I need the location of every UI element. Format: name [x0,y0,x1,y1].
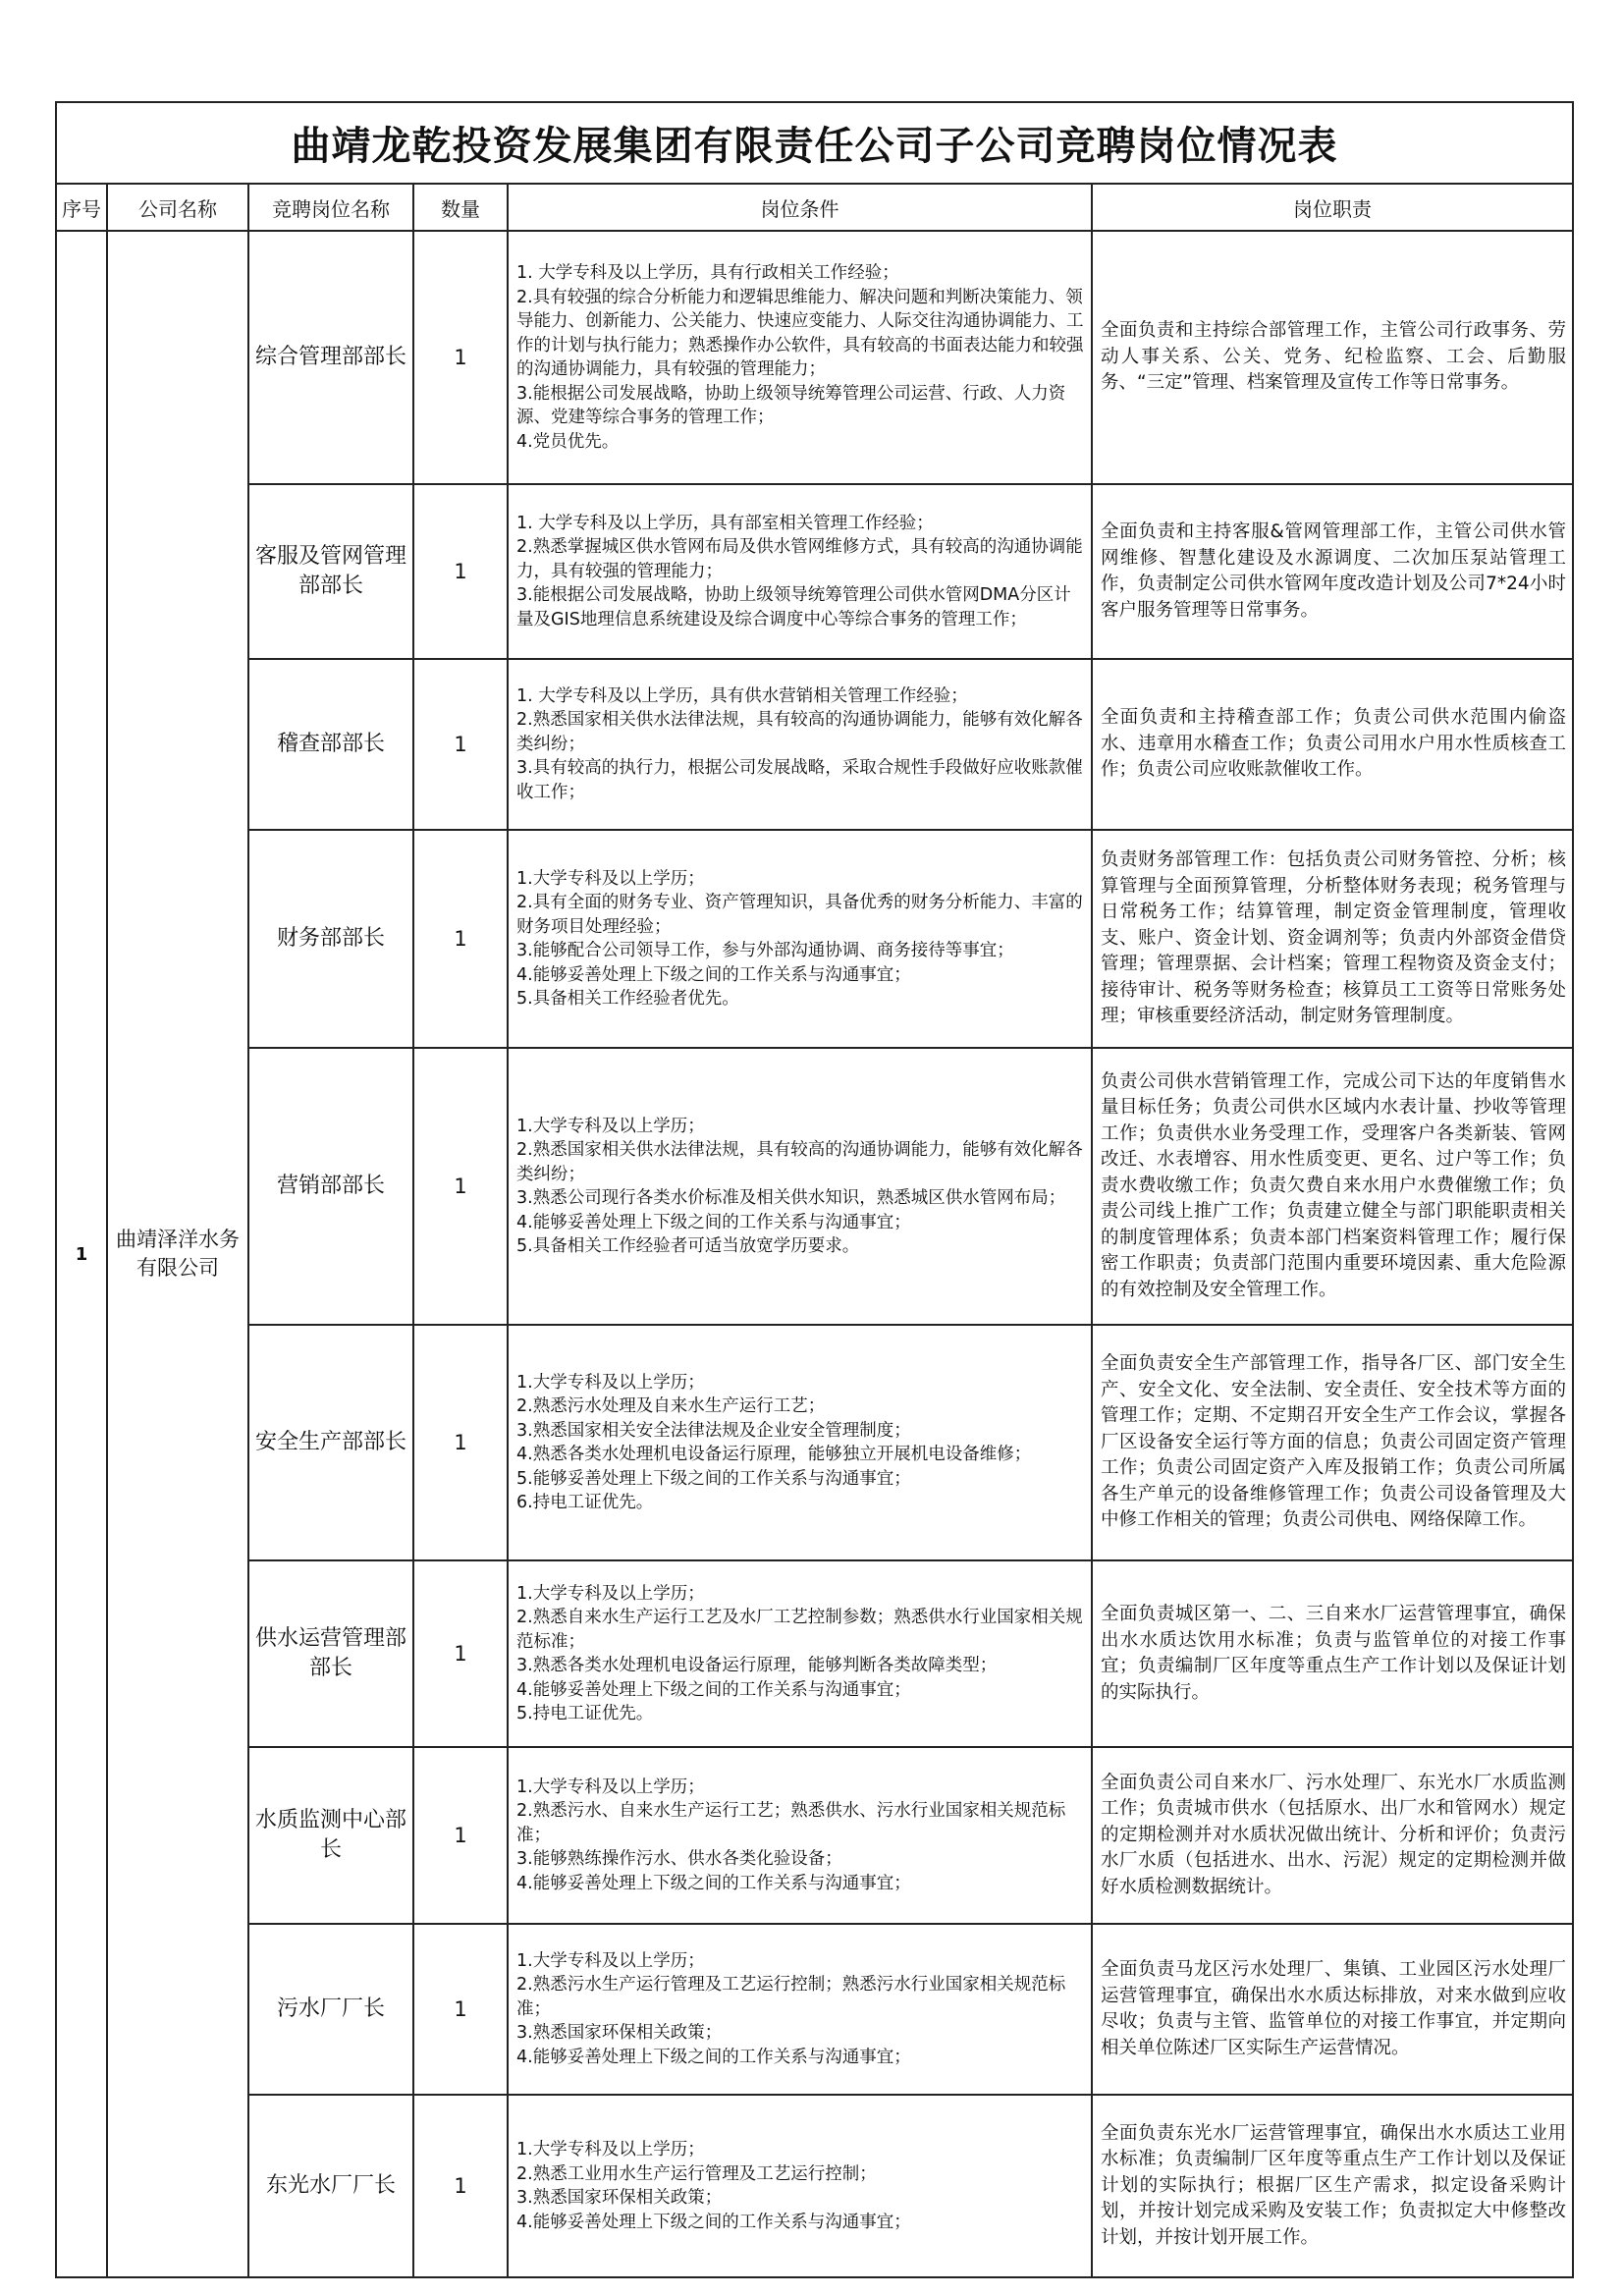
condition-item: 3.能根据公司发展战略，协助上级领导统筹管理公司运营、行政、人力资源、党建等综合事务的管理工作； [516,383,1066,427]
position-quantity: 1 [413,1924,508,2095]
condition-item: 2.熟悉污水处理及自来水生产运行工艺； [516,1396,826,1416]
condition-item: 2.具有全面的财务专业、资产管理知识，具备优秀的财务分析能力、丰富的财务项目处理经验； [516,893,1083,937]
position-name: 污水厂厂长 [248,1924,413,2095]
condition-item: 1.大学专科及以上学历； [516,1116,705,1136]
condition-item: 2.熟悉国家相关供水法律法规，具有较高的沟通协调能力，能够有效化解各类纠纷； [516,1140,1083,1184]
condition-item: 1.大学专科及以上学历； [516,2140,705,2159]
company-name: 曲靖泽洋水务有限公司 [107,231,248,2277]
row-number: 1 [56,231,107,2277]
condition-item: 1. 大学专科及以上学历，具有行政相关工作经验； [516,263,899,283]
condition-item: 3.熟悉国家相关安全法律法规及企业安全管理制度； [516,1420,911,1441]
position-duties: 全面负责马龙区污水处理厂、集镇、工业园区污水处理厂运营管理事宜，确保出水水质达标排放，对来水做到应收尽收；负责与主管、监管单位的对接工作事宜，并定期向相关单位陈述厂区实际生产运营情况。 [1092,1924,1573,2095]
condition-item: 3.能根据公司发展战略，协助上级领导统筹管理公司供水管网DMA分区计量及GIS地理信息系统建设及综合调度中心等综合事务的管理工作； [516,585,1071,629]
recruitment-table [55,101,1574,2278]
condition-item: 3.能够熟练操作污水、供水各类化验设备； [516,1849,842,1870]
condition-item: 4.能够妥善处理上下级之间的工作关系与沟通事宜； [516,2047,911,2067]
position-duties: 全面负责东光水厂运营管理事宜，确保出水水质达工业用水标准；负责编制厂区年度等重点生产工作计划以及保证计划的实际执行；根据厂区生产需求，拟定设备采购计划，并按计划完成采购及安装工作；负责拟定大中修整改计划，并按计划开展工作。 [1092,2095,1573,2277]
table-row [56,1924,1573,2095]
position-quantity: 1 [413,1325,508,1560]
header-company: 公司名称 [107,184,248,231]
condition-item: 3.熟悉国家环保相关政策； [516,2188,723,2208]
position-duties: 全面负责和主持综合部管理工作，主管公司行政事务、劳动人事关系、公关、党务、纪检监察、工会、后勤服务、“三定”管理、档案管理及宣传工作等日常事务。 [1092,231,1573,484]
position-name: 稽查部部长 [248,659,413,830]
condition-item: 4.熟悉各类水处理机电设备运行原理，能够独立开展机电设备维修； [516,1445,1032,1464]
header-conditions: 岗位条件 [508,184,1092,231]
position-name: 综合管理部部长 [248,231,413,484]
position-quantity: 1 [413,2095,508,2277]
position-conditions [508,231,1092,484]
condition-item: 4.能够妥善处理上下级之间的工作关系与沟通事宜； [516,1873,911,1893]
condition-item: 5.具备相关工作经验者可适当放宽学历要求。 [516,1236,860,1256]
condition-item: 1. 大学专科及以上学历，具有部室相关管理工作经验； [516,513,934,533]
table-row [56,484,1573,659]
condition-item: 2.熟悉掌握城区供水管网布局及供水管网维修方式，具有较高的沟通协调能力，具有较强的管理能力； [516,537,1083,581]
position-conditions [508,1325,1092,1560]
position-quantity: 1 [413,830,508,1048]
position-conditions [508,1048,1092,1325]
header-position: 竞聘岗位名称 [248,184,413,231]
position-name: 供水运营管理部部长 [248,1560,413,1747]
header-quantity: 数量 [413,184,508,231]
position-conditions [508,830,1092,1048]
position-duties: 全面负责城区第一、二、三自来水厂运营管理事宜，确保出水水质达饮用水标准；负责与监管单位的对接工作事宜；负责编制厂区年度等重点生产工作计划以及保证计划的实际执行。 [1092,1560,1573,1747]
position-name: 安全生产部部长 [248,1325,413,1560]
condition-item: 4.能够妥善处理上下级之间的工作关系与沟通事宜； [516,1679,911,1700]
condition-item: 4.能够妥善处理上下级之间的工作关系与沟通事宜； [516,1212,911,1232]
condition-item: 3.具有较高的执行力，根据公司发展战略，采取合规性手段做好应收账款催收工作； [516,758,1083,802]
position-duties: 全面负责和主持稽查部工作；负责公司供水范围内偷盗水、违章用水稽查工作；负责公司用水户用水性质核查工作；负责公司应收账款催收工作。 [1092,659,1573,830]
position-quantity: 1 [413,484,508,659]
table-row [56,830,1573,1048]
position-duties: 全面负责公司自来水厂、污水处理厂、东光水厂水质监测工作；负责城市供水（包括原水、出厂水和管网水）规定的定期检测并对水质状况做出统计、分析和评价；负责污水厂水质（包括进水、出水、污泥）规定的定期检测并做好水质检测数据统计。 [1092,1747,1573,1924]
position-conditions [508,1747,1092,1924]
condition-item: 3.熟悉各类水处理机电设备运行原理，能够判断各类故障类型； [516,1656,998,1675]
position-name: 东光水厂厂长 [248,2095,413,2277]
position-name: 客服及管网管理部部长 [248,484,413,659]
condition-item: 1.大学专科及以上学历； [516,868,705,889]
table-row [56,1048,1573,1325]
condition-item: 4.能够妥善处理上下级之间的工作关系与沟通事宜； [516,2212,911,2232]
table-row [56,1747,1573,1924]
position-conditions [508,484,1092,659]
condition-item: 3.熟悉公司现行各类水价标准及相关供水知识，熟悉城区供水管网布局； [516,1188,1066,1208]
position-quantity: 1 [413,231,508,484]
table-row [56,2095,1573,2277]
condition-item: 2.熟悉国家相关供水法律法规，具有较高的沟通协调能力，能够有效化解各类纠纷； [516,710,1083,754]
position-quantity: 1 [413,659,508,830]
condition-item: 6.持电工证优先。 [516,1493,654,1512]
position-conditions [508,1924,1092,2095]
position-conditions [508,659,1092,830]
position-quantity: 1 [413,1048,508,1325]
condition-item: 1.大学专科及以上学历； [516,1950,705,1971]
condition-item: 2.熟悉污水生产运行管理及工艺运行控制；熟悉污水行业国家相关规范标准； [516,1975,1066,2019]
condition-item: 1.大学专科及以上学历； [516,1777,705,1797]
position-duties: 负责公司供水营销管理工作，完成公司下达的年度销售水量目标任务；负责公司供水区域内水表计量、抄收等管理工作；负责供水业务受理工作，受理客户各类新装、管网改迁、水表增容、用水性质变更、更名、过户等工作；负责水费收缴工作；负责欠费自来水用户水费催缴工作；负责公司线上推广工作；负责建立健全与部门职能职责相关的制度管理体系；负责本部门档案资料管理工作；履行保密工作职责；负责部门范围内重要环境因素、重大危险源的有效控制及安全管理工作。 [1092,1048,1573,1325]
position-conditions [508,1560,1092,1747]
condition-item: 5.能够妥善处理上下级之间的工作关系与沟通事宜； [516,1468,911,1489]
condition-item: 3.能够配合公司领导工作，参与外部沟通协调、商务接待等事宜； [516,941,1014,960]
condition-item: 4.党员优先。 [516,431,620,452]
header-row [56,184,1573,231]
condition-item: 1.大学专科及以上学历； [516,1372,705,1393]
position-duties: 全面负责安全生产部管理工作，指导各厂区、部门安全生产、安全文化、安全法制、安全责任、安全技术等方面的管理工作；定期、不定期召开安全生产工作会议，掌握各厂区设备安全运行等方面的信息；负责公司固定资产管理工作；负责公司固定资产入库及报销工作；负责公司所属各生产单元的设备维修管理工作；负责公司设备管理及大中修工作相关的管理；负责公司供电、网络保障工作。 [1092,1325,1573,1560]
header-no: 序号 [56,184,107,231]
condition-item: 2.具有较强的综合分析能力和逻辑思维能力、解决问题和判断决策能力、领导能力、创新能力、公关能力、快速应变能力、人际交往沟通协调能力、工作的计划与执行能力；熟悉操作办公软件，具有较高的书面表达能力和较强的沟通协调能力，具有较强的管理能力； [516,287,1084,379]
condition-item: 5.具备相关工作经验者优先。 [516,989,739,1009]
condition-item: 5.持电工证优先。 [516,1704,654,1723]
condition-item: 2.熟悉污水、自来水生产运行工艺；熟悉供水、污水行业国家相关规范标准； [516,1801,1066,1845]
table-row [56,1325,1573,1560]
table-title: 曲靖龙乾投资发展集团有限责任公司子公司竞聘岗位情况表 [291,123,1338,169]
position-name: 水质监测中心部长 [248,1747,413,1924]
condition-item: 2.熟悉工业用水生产运行管理及工艺运行控制； [516,2163,877,2184]
condition-item: 1. 大学专科及以上学历，具有供水营销相关管理工作经验； [516,685,968,706]
condition-item: 4.能够妥善处理上下级之间的工作关系与沟通事宜； [516,964,911,985]
header-duties: 岗位职责 [1092,184,1573,231]
position-duties: 负责财务部管理工作：包括负责公司财务管控、分析；核算管理与全面预算管理，分析整体财务表现；税务管理与日常税务工作；结算管理，制定资金管理制度，管理收支、账户、资金计划、资金调剂等；负责内外部资金借贷管理；管理票据、会计档案；管理工程物资及资金支付；接待审计、税务等财务检查；核算员工工资等日常账务处理；审核重要经济活动，制定财务管理制度。 [1092,830,1573,1048]
table-row [56,231,1573,484]
condition-item: 2.熟悉自来水生产运行工艺及水厂工艺控制参数；熟悉供水行业国家相关规范标准； [516,1608,1083,1652]
position-quantity: 1 [413,1747,508,1924]
position-duties: 全面负责和主持客服&管网管理部工作，主管公司供水管网维修、智慧化建设及水源调度、二次加压泵站管理工作，负责制定公司供水管网年度改造计划及公司7*24小时客户服务管理等日常事务。 [1092,484,1573,659]
table-title-cell [56,102,1573,184]
table-row [56,659,1573,830]
position-name: 营销部部长 [248,1048,413,1325]
condition-item: 3.熟悉国家环保相关政策； [516,2023,723,2044]
table-row [56,1560,1573,1747]
position-quantity: 1 [413,1560,508,1747]
position-conditions [508,2095,1092,2277]
condition-item: 1.大学专科及以上学历； [516,1583,705,1604]
position-name: 财务部部长 [248,830,413,1048]
